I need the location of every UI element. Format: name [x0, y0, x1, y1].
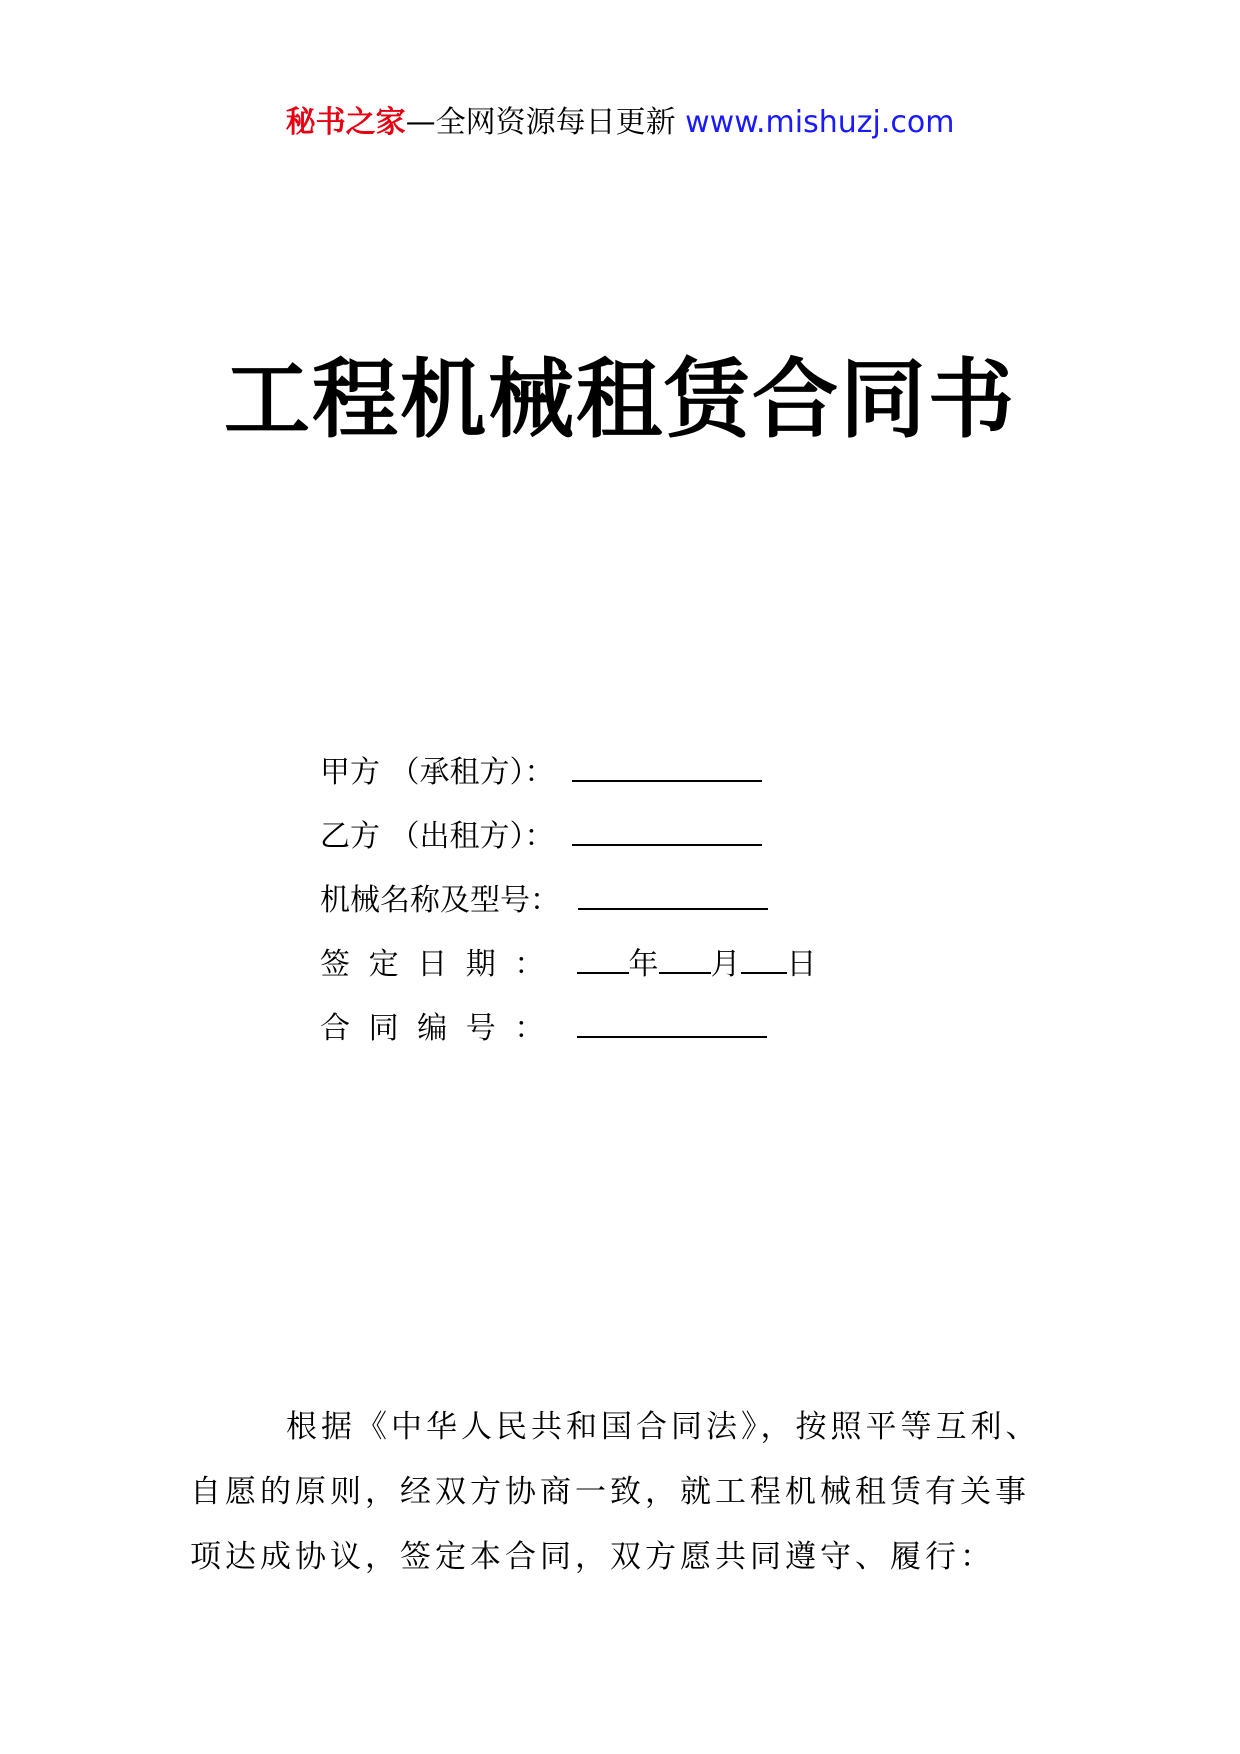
- header-tagline: —全网资源每日更新: [405, 105, 676, 140]
- sign-date-field: [320, 942, 817, 982]
- party-b-field: [320, 814, 762, 854]
- sign-date-label: 签定日期：: [320, 947, 563, 982]
- contract-no-blank[interactable]: [577, 1006, 767, 1038]
- month-blank[interactable]: [659, 942, 711, 974]
- preamble-line: 项达成协议，签定本合同，双方愿共同遵守、履行：: [190, 1539, 995, 1575]
- year-blank[interactable]: [577, 942, 629, 974]
- preamble-paragraph: [190, 1395, 1100, 1590]
- day-blank[interactable]: [741, 942, 787, 974]
- contract-no-field: [320, 1006, 767, 1046]
- party-a-blank[interactable]: [572, 750, 762, 782]
- preamble-line: 根据《中华人民共和国合同法》，按照平等互利、: [286, 1409, 1041, 1445]
- document-title: 工程机械租赁合同书: [224, 350, 1016, 450]
- year-label: 年: [628, 947, 659, 982]
- contract-no-label: 合同编号：: [320, 1011, 563, 1046]
- brand-name: 秘书之家: [285, 105, 406, 140]
- preamble-line: 自愿的原则，经双方协商一致，就工程机械租赁有关事: [190, 1474, 1030, 1510]
- party-b-blank[interactable]: [572, 814, 762, 846]
- machine-label: 机械名称及型号：: [320, 883, 560, 918]
- day-label: 日: [786, 947, 817, 982]
- month-label: 月: [710, 947, 741, 982]
- machine-field: [320, 878, 768, 918]
- machine-blank[interactable]: [578, 878, 768, 910]
- site-url-link[interactable]: www.mishuzj.com: [685, 105, 955, 140]
- party-a-label: 甲方 （承租方）：: [320, 755, 555, 790]
- party-a-field: [320, 750, 762, 790]
- site-header: [0, 98, 1240, 148]
- party-b-label: 乙方 （出租方）：: [320, 819, 555, 854]
